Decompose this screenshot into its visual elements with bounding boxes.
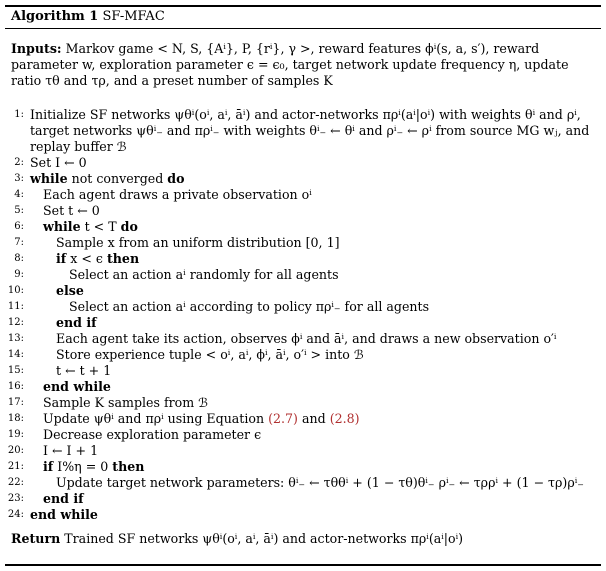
line-number: 12:	[7, 317, 24, 328]
line-content	[69, 299, 601, 315]
return-text: Trained SF networks ψθⁱ(oⁱ, aⁱ, āⁱ) and actor-networks πρⁱ(aⁱ|oⁱ)	[64, 531, 464, 546]
line-content	[56, 331, 601, 347]
line-text: Initialize SF networks ψθⁱ(oⁱ, aⁱ, āⁱ) and actor-networks πρⁱ(aⁱ|oⁱ) with weights θⁱ and ρⁱ, target networks ψθⁱ₋ and πρⁱ₋ with weights θⁱ₋ ← θⁱ and ρⁱ₋ ← ρⁱ from source MG wⱼ, and replay buffer ℬ	[30, 107, 590, 154]
line-text: Select an action aⁱ randomly for all agents	[69, 267, 339, 282]
line-content	[30, 507, 601, 523]
line-content	[43, 395, 601, 411]
algorithm-label: Algorithm 1	[11, 9, 99, 24]
algorithm-line	[5, 443, 601, 459]
line-text: Decrease exploration parameter ϵ	[43, 427, 262, 442]
keyword: do	[120, 219, 138, 234]
algorithm-line	[5, 187, 601, 203]
line-number: 21:	[7, 461, 24, 472]
line-text: Select an action aⁱ according to policy πρⁱ₋ for all agents	[69, 299, 430, 314]
algorithm-line	[5, 507, 601, 523]
line-number: 13:	[7, 333, 24, 344]
line-content	[43, 491, 601, 507]
return-label: Return	[11, 531, 61, 546]
line-number: 9:	[14, 269, 24, 280]
algorithm-line	[5, 411, 601, 427]
keyword: then	[112, 459, 145, 474]
line-number: 20:	[7, 445, 24, 456]
line-number: 22:	[7, 477, 24, 488]
line-number: 17:	[7, 397, 24, 408]
line-number: 4:	[14, 189, 24, 200]
line-number: 15:	[7, 365, 24, 376]
line-number: 23:	[7, 493, 24, 504]
line-number: 11:	[7, 301, 24, 312]
line-number: 14:	[7, 349, 24, 360]
algorithm-name: SF-MFAC	[102, 9, 165, 24]
algorithm-line	[5, 491, 601, 507]
line-text: t < T	[84, 219, 117, 234]
algorithm-line	[5, 219, 601, 235]
inputs-label: Inputs:	[11, 41, 62, 56]
top-rule	[5, 5, 601, 7]
line-number: 7:	[14, 237, 24, 248]
line-content	[56, 347, 601, 363]
algorithm-line	[5, 251, 601, 267]
line-content	[56, 283, 601, 299]
line-content	[69, 267, 601, 283]
line-number: 16:	[7, 381, 24, 392]
line-content	[43, 427, 601, 443]
line-text: not converged	[71, 171, 164, 186]
line-content	[43, 219, 601, 235]
keyword: then	[106, 251, 140, 266]
return-line	[11, 531, 463, 546]
algorithm-line	[5, 235, 601, 251]
algorithm-line	[5, 379, 601, 395]
algorithm-title	[11, 9, 165, 24]
line-content	[56, 475, 601, 491]
algorithm-line	[5, 475, 601, 491]
line-text: x < ϵ	[70, 251, 103, 266]
line-content	[43, 203, 601, 219]
keyword: end if	[56, 315, 97, 330]
line-text: I ← I + 1	[43, 443, 99, 458]
algorithm-line	[5, 427, 601, 443]
line-content	[56, 251, 601, 267]
line-number: 10:	[7, 285, 24, 296]
algorithm-line	[5, 155, 601, 171]
line-content	[43, 379, 601, 395]
keyword: else	[56, 283, 84, 298]
line-content	[56, 363, 601, 379]
line-number: 3:	[14, 173, 24, 184]
keyword: if	[56, 251, 67, 266]
line-text: Update ψθⁱ and πρⁱ using Equation	[43, 411, 265, 426]
line-text: Update target network parameters: θⁱ₋ ← τθθⁱ + (1 − τθ)θⁱ₋ ρⁱ₋ ← τρρⁱ + (1 − τρ)ρⁱ₋	[56, 475, 584, 490]
algorithm-line	[5, 203, 601, 219]
line-content	[43, 459, 601, 475]
algorithm-line	[5, 171, 601, 187]
line-number: 24:	[7, 509, 24, 520]
algorithm-line	[5, 395, 601, 411]
keyword: if	[43, 459, 54, 474]
line-text: t ← t + 1	[56, 363, 112, 378]
line-content	[43, 411, 601, 427]
algorithm-lines	[5, 107, 601, 523]
algorithm-line	[5, 283, 601, 299]
keyword: do	[167, 171, 185, 186]
line-number: 6:	[14, 221, 24, 232]
keyword: end while	[30, 507, 98, 522]
line-text: and	[301, 411, 326, 426]
keyword: end if	[43, 491, 84, 506]
line-content	[43, 443, 601, 459]
line-text: Sample K samples from ℬ	[43, 395, 209, 410]
line-content	[56, 235, 601, 251]
line-number: 19:	[7, 429, 24, 440]
line-text: Each agent draws a private observation oⁱ	[43, 187, 312, 202]
line-number: 18:	[7, 413, 24, 424]
equation-ref-link[interactable]: (2.7)	[268, 411, 298, 426]
algorithm-line	[5, 331, 601, 347]
line-number: 1:	[14, 109, 24, 120]
line-number: 8:	[14, 253, 24, 264]
line-number: 2:	[14, 157, 24, 168]
algorithm-line	[5, 267, 601, 283]
keyword: end while	[43, 379, 111, 394]
line-number: 5:	[14, 205, 24, 216]
title-rule	[5, 28, 601, 29]
line-text: I%η = 0	[57, 459, 109, 474]
line-content	[56, 315, 601, 331]
line-text: Each agent take its action, observes ϕⁱ and āⁱ, and draws a new observation o′ⁱ	[56, 331, 557, 346]
algorithm-line	[5, 299, 601, 315]
inputs-paragraph	[11, 41, 593, 90]
line-text: Set I ← 0	[30, 155, 87, 170]
algorithm-line	[5, 107, 601, 155]
algorithm-line	[5, 315, 601, 331]
algorithm-line	[5, 363, 601, 379]
inputs-text: Markov game < N, S, {Aⁱ}, P, {rⁱ}, γ >, reward features ϕⁱ(s, a, s′), reward parameter w, exploration parameter ϵ = ϵ₀, target network update frequency η, update ratio τθ and τρ, and a preset number of samples K	[11, 41, 569, 89]
equation-ref-link[interactable]: (2.8)	[329, 411, 360, 426]
algorithm-line	[5, 459, 601, 475]
line-text: Sample x from an uniform distribution [0, 1]	[56, 235, 340, 250]
keyword: while	[43, 219, 81, 234]
algorithm-box	[5, 5, 601, 566]
line-content	[43, 187, 601, 203]
line-content	[30, 107, 592, 155]
line-content	[30, 171, 601, 187]
line-content	[30, 155, 601, 171]
keyword: while	[30, 171, 68, 186]
line-text: Set t ← 0	[43, 203, 100, 218]
bottom-rule	[5, 564, 601, 566]
line-text: Store experience tuple < oⁱ, aⁱ, ϕⁱ, āⁱ, o′ⁱ > into ℬ	[56, 347, 364, 362]
algorithm-line	[5, 347, 601, 363]
